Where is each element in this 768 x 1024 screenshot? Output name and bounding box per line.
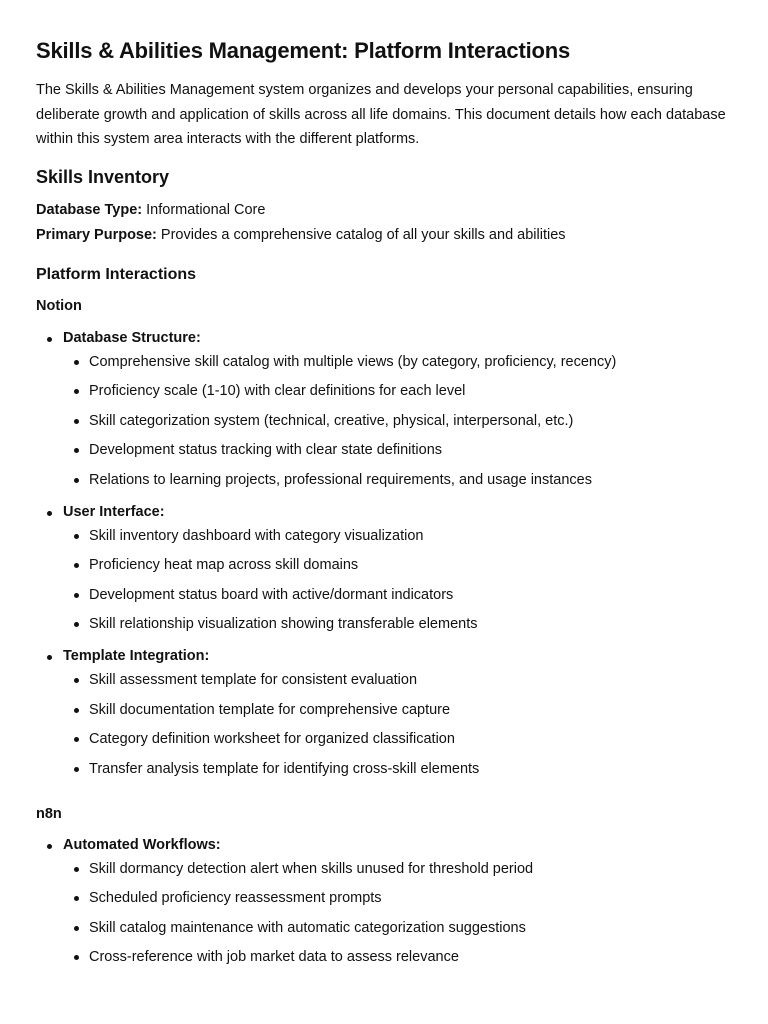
group-items [63, 352, 732, 490]
item-text: Relations to learning projects, professional requirements, and usage instances [89, 471, 592, 488]
bullet-icon [74, 563, 79, 568]
item-text: Proficiency scale (1-10) with clear definitions for each level [89, 383, 466, 400]
bullet-icon [74, 389, 79, 394]
bullet-icon [74, 737, 79, 742]
bullet-icon [47, 655, 52, 660]
bullet-icon [74, 867, 79, 872]
bullet-icon [74, 622, 79, 627]
bullet-icon [74, 896, 79, 901]
bullet-icon [74, 448, 79, 453]
item-text: Transfer analysis template for identifying cross-skill elements [89, 760, 480, 777]
list-item [63, 859, 732, 879]
item-text: Skill inventory dashboard with category visualization [89, 527, 424, 544]
bullet-icon [74, 678, 79, 683]
platform-n8n [36, 805, 732, 968]
bullet-icon [47, 337, 52, 342]
list-item [63, 888, 732, 908]
bullet-icon [47, 844, 52, 849]
platform-name: n8n [36, 805, 62, 822]
item-text: Skill relationship visualization showing transferable elements [89, 616, 478, 633]
item-text: Scheduled proficiency reassessment prompts [89, 890, 382, 907]
group-label: Database Structure: [63, 329, 201, 346]
bullet-icon [74, 478, 79, 483]
n8n-feature-groups [36, 835, 732, 968]
notion-feature-groups [36, 328, 732, 779]
list-item [63, 352, 732, 372]
list-item [63, 440, 732, 460]
group-label: User Interface: [63, 503, 165, 520]
database-meta [36, 198, 732, 247]
group-items [63, 859, 732, 968]
item-text: Development status tracking with clear state definitions [89, 442, 443, 459]
list-item [63, 670, 732, 690]
list-item [63, 614, 732, 634]
bullet-icon [74, 419, 79, 424]
group-items [63, 670, 732, 779]
group-label: Template Integration: [63, 648, 210, 665]
list-item [63, 947, 732, 967]
item-text: Cross-reference with job market data to assess relevance [89, 949, 459, 966]
group-items [63, 526, 732, 635]
bullet-icon [74, 593, 79, 598]
bullet-icon [47, 511, 52, 516]
spacer [36, 791, 732, 805]
item-text: Development status board with active/dormant indicators [89, 586, 454, 603]
item-text: Skill catalog maintenance with automatic categorization suggestions [89, 919, 526, 936]
primary-purpose-value: Provides a comprehensive catalog of all your skills and abilities [160, 226, 566, 243]
database-type-line [36, 198, 732, 223]
bullet-icon [74, 767, 79, 772]
item-text: Category definition worksheet for organized classification [89, 731, 455, 748]
primary-purpose-line [36, 223, 732, 248]
item-text: Comprehensive skill catalog with multiple views (by category, proficiency, recency) [89, 353, 617, 370]
bullet-icon [74, 926, 79, 931]
platform-notion [36, 297, 732, 778]
item-text: Skill documentation template for comprehensive capture [89, 701, 451, 718]
list-item [36, 502, 732, 635]
database-type-label: Database Type: [36, 202, 143, 219]
item-text: Skill categorization system (technical, creative, physical, interpersonal, etc.) [89, 412, 574, 429]
database-type-value: Informational Core [146, 202, 266, 219]
list-item [63, 918, 732, 938]
group-label: Automated Workflows: [63, 836, 221, 853]
platform-name: Notion [36, 298, 82, 315]
item-text: Skill assessment template for consistent evaluation [89, 672, 418, 689]
list-item [63, 700, 732, 720]
bullet-icon [74, 955, 79, 960]
list-item [63, 585, 732, 605]
list-item [63, 555, 732, 575]
list-item [36, 328, 732, 490]
item-text: Skill dormancy detection alert when skills unused for threshold period [89, 860, 534, 877]
bullet-icon [74, 708, 79, 713]
bullet-icon [74, 534, 79, 539]
item-text: Proficiency heat map across skill domains [89, 557, 359, 574]
section-heading: Skills Inventory [36, 166, 170, 187]
list-item [63, 381, 732, 401]
list-item [63, 729, 732, 749]
list-item [36, 646, 732, 779]
list-item [63, 526, 732, 546]
page-title: Skills & Abilities Management: Platform Interactions [36, 38, 571, 63]
intro-paragraph: The Skills & Abilities Management system organizes and develops your personal capabilities, ensuring deliberate growth and application of skills across all life domains. This document details how each database within this system area interacts with the different platforms. [36, 82, 726, 148]
list-item [63, 470, 732, 490]
primary-purpose-label: Primary Purpose: [36, 226, 157, 243]
list-item [36, 835, 732, 968]
platform-interactions-heading: Platform Interactions [36, 266, 197, 284]
list-item [63, 759, 732, 779]
bullet-icon [74, 360, 79, 365]
list-item [63, 411, 732, 431]
